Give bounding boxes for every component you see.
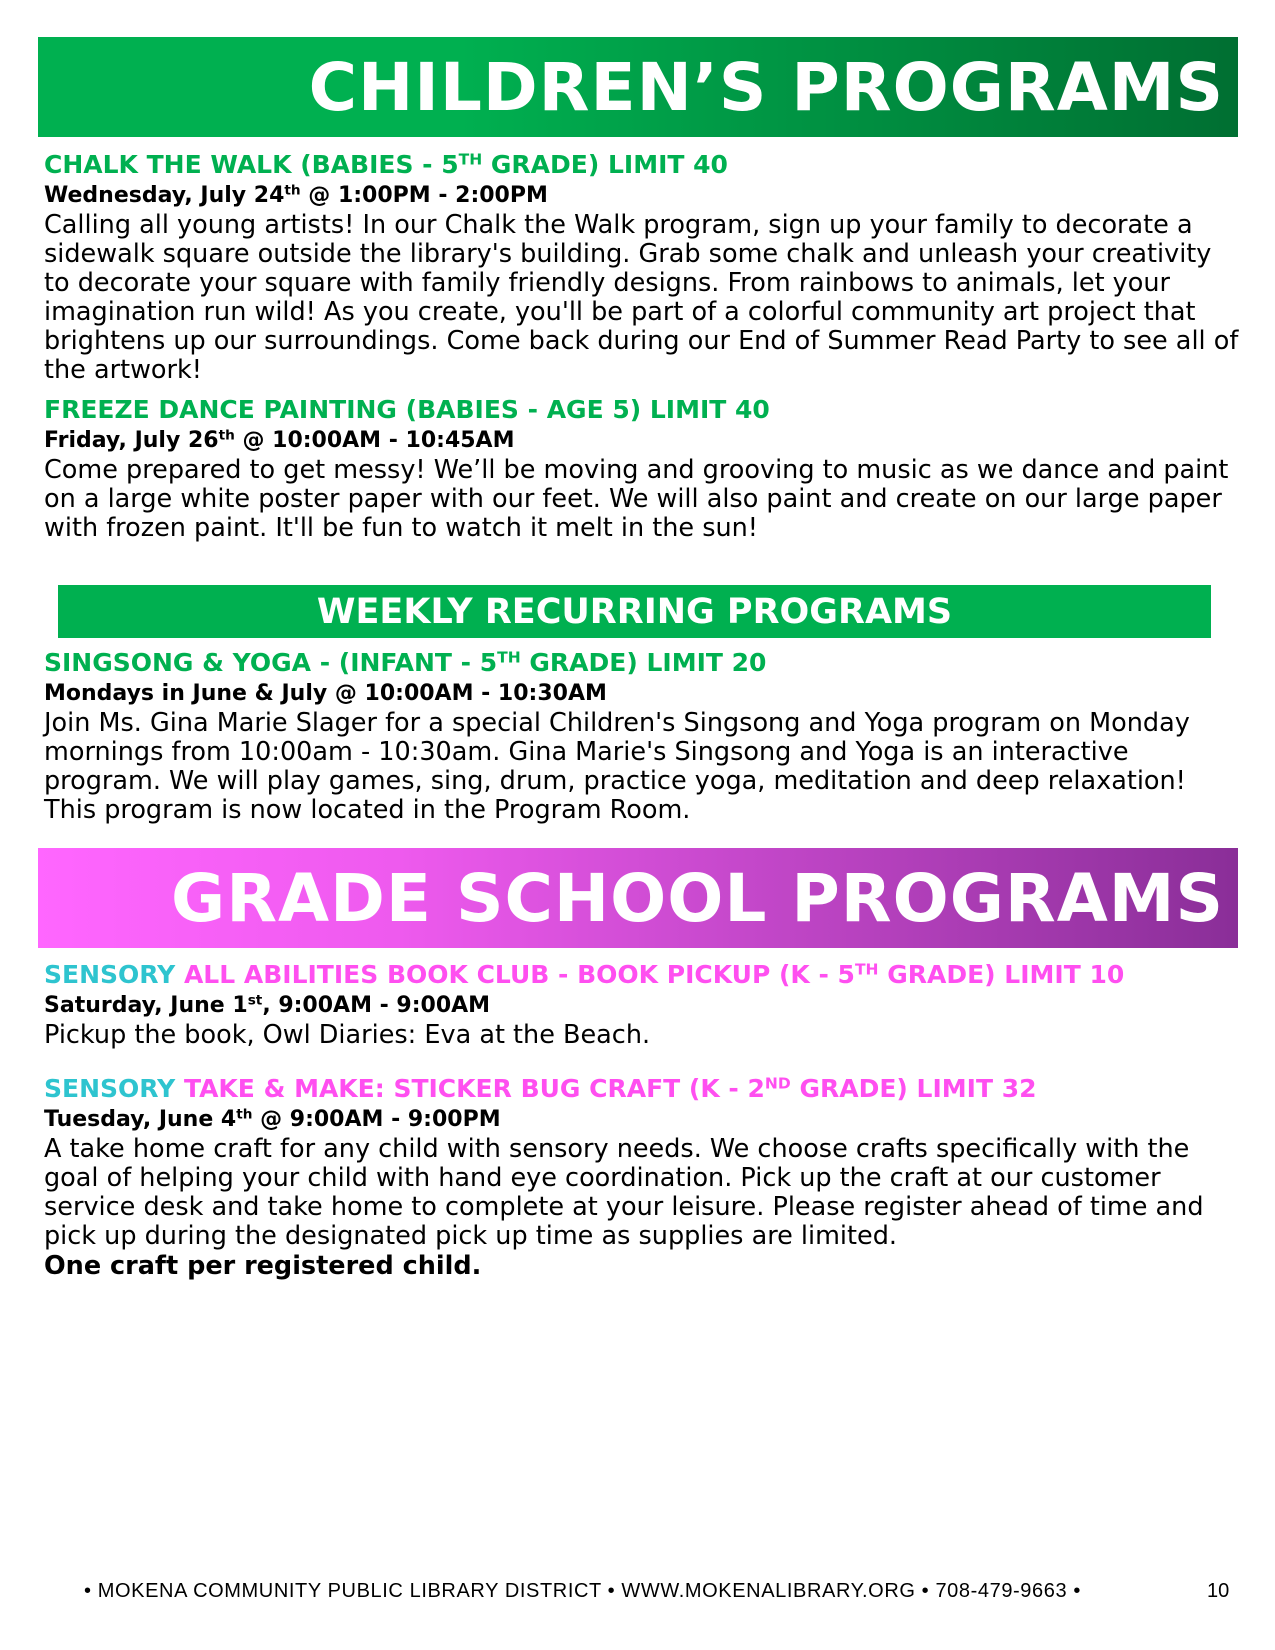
book-club-date: Saturday, June 1st, 9:00AM - 9:00AM	[44, 992, 491, 1018]
weekly-recurring-title: WEEKLY RECURRING PROGRAMS	[316, 591, 953, 632]
chalk-the-walk-program	[44, 148, 1239, 385]
freeze-dance-description: Come prepared to get messy! We’ll be moving and grooving to music as we dance and paint on a large white poster paper with our feet. We will also paint and create on our large paper with frozen paint. It'll be fun to watch it melt in the sun!	[44, 455, 1229, 543]
weekly-recurring-banner	[58, 585, 1211, 638]
book-club-description: Pickup the book, Owl Diaries: Eva at the Beach.	[44, 1020, 651, 1050]
childrens-programs-title: CHILDREN’S PROGRAMS	[308, 48, 1224, 126]
freeze-dance-date: Friday, July 26th @ 10:00AM - 10:45AM	[44, 427, 515, 453]
take-make-title: SENSORY TAKE & MAKE: STICKER BUG CRAFT (K - 2ND GRADE) LIMIT 32	[44, 1074, 1037, 1103]
chalk-the-walk-date: Wednesday, July 24th @ 1:00PM - 2:00PM	[44, 182, 548, 208]
footer-contact: • MOKENA COMMUNITY PUBLIC LIBRARY DISTRICT • WWW.MOKENALIBRARY.ORG • 708-479-9663 •	[84, 1580, 1081, 1602]
grade-school-programs-title: GRADE SCHOOL PROGRAMS	[171, 859, 1224, 937]
chalk-the-walk-title: CHALK THE WALK (BABIES - 5TH GRADE) LIMIT 40	[44, 150, 728, 179]
sensory-tag: SENSORY	[44, 960, 176, 989]
take-make-date: Tuesday, June 4th @ 9:00AM - 9:00PM	[44, 1106, 501, 1132]
take-make-program	[44, 1072, 1239, 1281]
singsong-yoga-date: Mondays in June & July @ 10:00AM - 10:30AM	[44, 681, 607, 706]
book-club-program	[44, 958, 1239, 1050]
singsong-yoga-program	[44, 646, 1239, 825]
childrens-programs-banner	[38, 37, 1238, 137]
page-number: 10	[1207, 1580, 1230, 1602]
singsong-yoga-title: SINGSONG & YOGA - (INFANT - 5TH GRADE) LIMIT 20	[44, 648, 767, 677]
freeze-dance-program	[44, 393, 1239, 543]
singsong-yoga-description: Join Ms. Gina Marie Slager for a special Children's Singsong and Yoga program on Monday mornings from 10:00am - 10:30am. Gina Marie's Singsong and Yoga is an interactive program. We will play games, sing, drum, practice yoga, meditation and deep relaxation! This program is now located in the Program Room.	[44, 708, 1190, 825]
book-club-title: SENSORY ALL ABILITIES BOOK CLUB - BOOK PICKUP (K - 5TH GRADE) LIMIT 10	[44, 960, 1125, 989]
freeze-dance-title: FREEZE DANCE PAINTING (BABIES - AGE 5) LIMIT 40	[44, 395, 770, 424]
grade-school-programs-banner	[38, 848, 1238, 948]
page-footer	[0, 1578, 1275, 1608]
take-make-note: One craft per registered child.	[44, 1251, 482, 1281]
chalk-the-walk-description: Calling all young artists! In our Chalk the Walk program, sign up your family to decorate a sidewalk square outside the library's building. Grab some chalk and unleash your creativity to decorate your square with family friendly designs. From rainbows to animals, let your imagination run wild! As you create, you'll be part of a colorful community art project that brightens up our surroundings. Come back during our End of Summer Read Party to see all of the artwork!	[44, 210, 1239, 385]
take-make-description: A take home craft for any child with sensory needs. We choose crafts specifically with the goal of helping your child with hand eye coordination. Pick up the craft at our customer service desk and take home to complete at your leisure. Please register ahead of time and pick up during the designated pick up time as supplies are limited.	[44, 1134, 1204, 1251]
sensory-tag: SENSORY	[44, 1074, 176, 1103]
